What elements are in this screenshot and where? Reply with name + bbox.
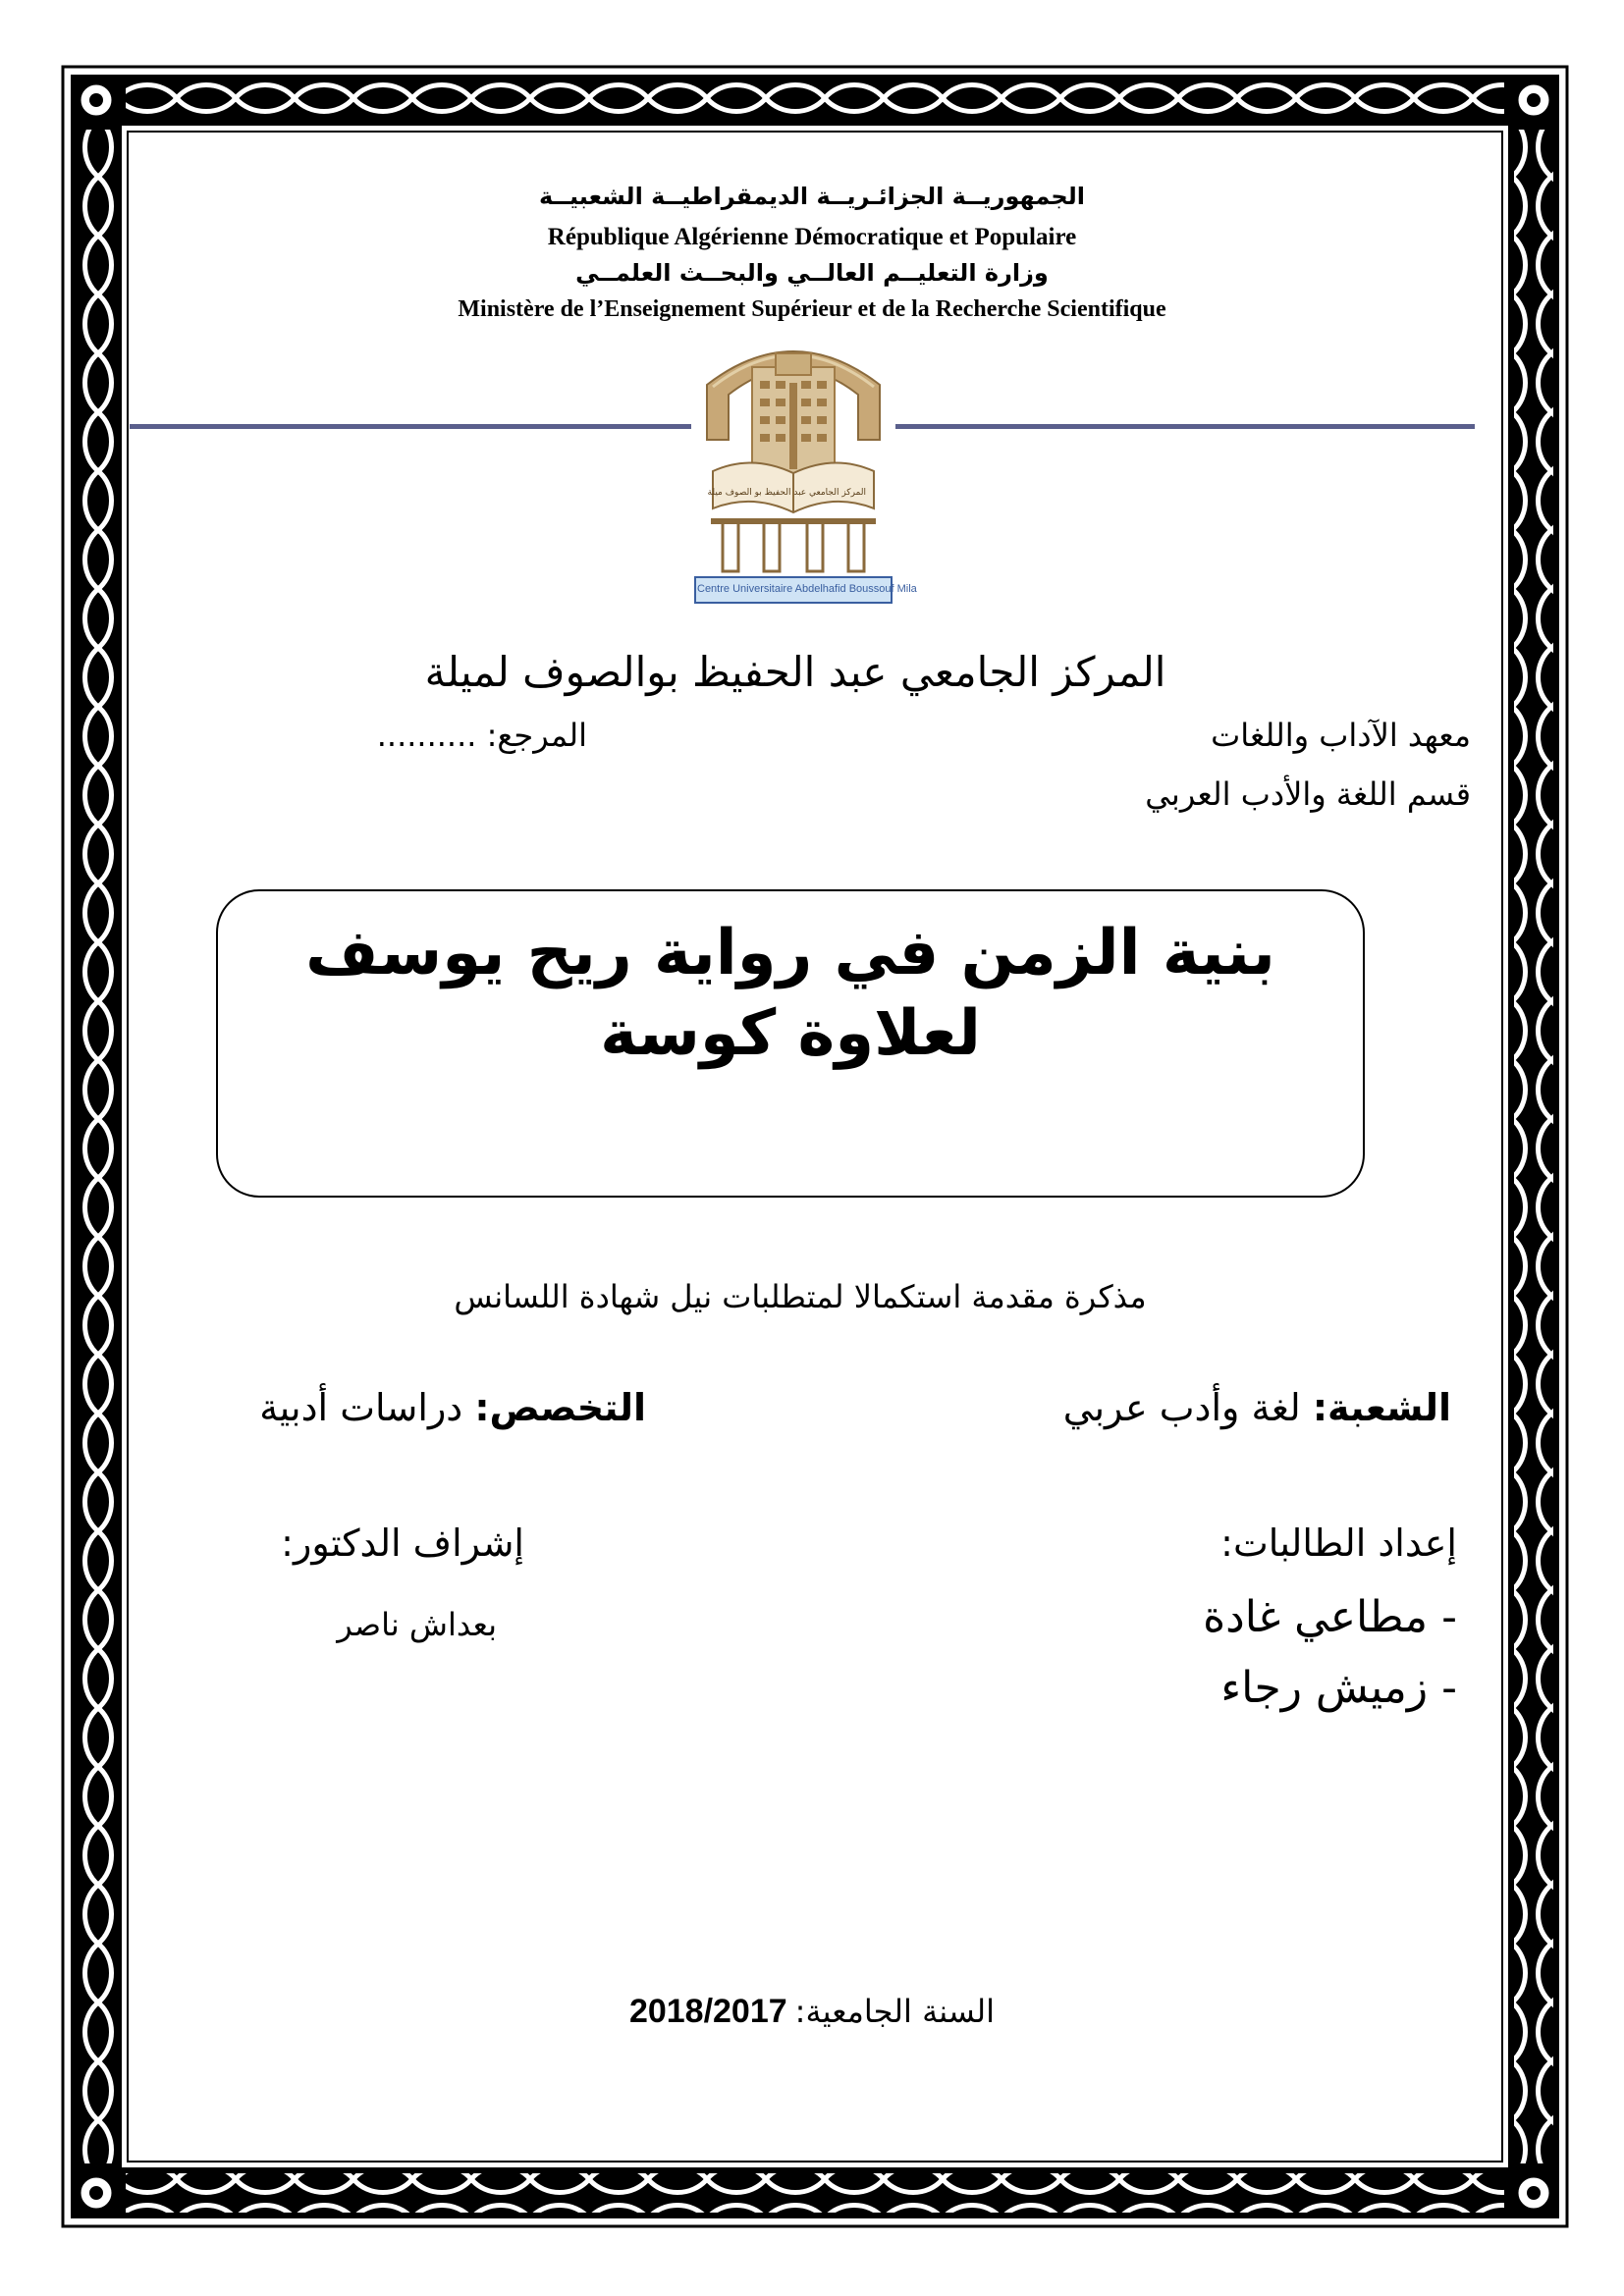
thesis-description: مذكرة مقدمة استكمالا لمتطلبات نيل شهادة اللسانس xyxy=(454,1278,1147,1315)
header-rule-left xyxy=(130,424,691,429)
branch-value: لغة وأدب عربي xyxy=(1062,1386,1301,1429)
student-name-2: - زميش رجاء xyxy=(1220,1663,1457,1713)
branch-label: الشعبة: xyxy=(1312,1386,1451,1429)
republic-ar: الجمهوريــة الجزائـريــة الديمقراطيــة الشعبيــة xyxy=(539,183,1085,210)
reference-number: المرجع: .......... xyxy=(376,717,587,754)
header-rule-right xyxy=(895,424,1475,429)
logo-book-text: المركز الجامعي عبد الحفيظ بو الصوف ميلة xyxy=(707,488,866,498)
supervisor-label: إشراف الدكتور: xyxy=(281,1522,524,1565)
department-name: قسم اللغة والأدب العربي xyxy=(1145,775,1471,813)
republic-fr: République Algérienne Démocratique et Populaire xyxy=(547,224,1077,250)
university-logo xyxy=(693,324,917,605)
supervisor-name: بعداش ناصر xyxy=(337,1606,497,1643)
logo-caption: Centre Universitaire Abdelhafid Boussouf Mila xyxy=(697,583,917,595)
ministry-ar: وزارة التعليــم العالــي والبحــث العلمــي xyxy=(575,259,1049,287)
thesis-title-box xyxy=(216,889,1365,1198)
academic-year-value: 2018/2017 xyxy=(628,1993,787,2030)
academic-year xyxy=(0,1993,1624,2031)
branch-field xyxy=(1063,1386,1451,1429)
specialty-field xyxy=(259,1386,646,1429)
ministry-fr: Ministère de l’Enseignement Supérieur et de la Recherche Scientifique xyxy=(458,296,1166,322)
thesis-title-line1: بنية الزمن في رواية ريح يوسف xyxy=(305,917,1275,989)
logo-image xyxy=(693,324,917,605)
institute-name: معهد الآداب واللغات xyxy=(1211,717,1471,754)
thesis-title-line2: لعلاوة كوسة xyxy=(600,997,981,1070)
center-name: المركز الجامعي عبد الحفيظ بوالصوف لميلة xyxy=(424,648,1166,696)
academic-year-label: السنة الجامعية: xyxy=(794,1993,996,2030)
specialty-value: دراسات أدبية xyxy=(259,1386,463,1429)
specialty-label: التخصص: xyxy=(474,1386,646,1429)
student-name-1: - مطاعي غادة xyxy=(1203,1592,1457,1642)
students-label: إعداد الطالبات: xyxy=(1220,1522,1457,1565)
